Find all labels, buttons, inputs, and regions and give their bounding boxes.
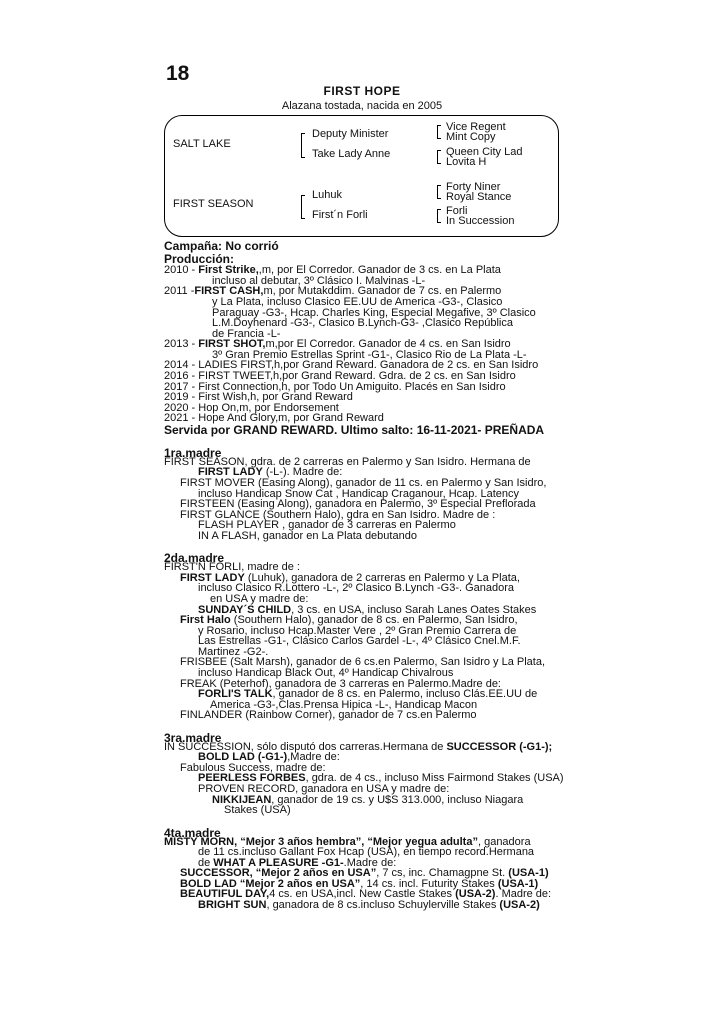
production-line: Paraguay -G3-, Hcap. Charles King, Especial Megafive, 3º Clasico (212, 307, 536, 319)
campaign: Campaña: No corrió (164, 239, 279, 253)
horse-description: Alazana tostada, nacida en 2005 (281, 100, 443, 112)
pedigree-line: incluso Handicap Black Out, 4º Handicap Chivalrous (198, 667, 454, 679)
pedigree-line: FORLI'S TALK, ganador de 8 cs. en Palermo, incluso Clás.EE.UU de (198, 688, 538, 700)
production-line: 2014 - LADIES FIRST,h,por Grand Reward. Ganadora de 2 cs. en San Isidro (164, 359, 539, 371)
production-heading: Producción: (164, 252, 235, 266)
pedigree-sire-dam: Take Lady Anne (312, 148, 391, 160)
pedigree-bracket (437, 150, 441, 164)
pedigree-line: PROVEN RECORD, ganadora en USA y madre de: (198, 783, 450, 795)
production-line: 2021 - Hope And Glory,m, por Grand Reward (164, 412, 384, 424)
production-line: incluso al debutar, 3º Clásico I. Malvinas -L- (212, 275, 426, 287)
pedigree-sire-sire: Deputy Minister (312, 128, 389, 140)
pedigree-line: SUNDAY´S CHILD, 3 cs. en USA, incluso Sarah Lanes Oates Stakes (198, 604, 537, 616)
production-line: 2010 - First Strike,,m, por El Corredor. Ganador de 3 cs. en La Plata (164, 264, 501, 276)
dam-heading: 4ta.madre (164, 826, 221, 840)
pedigree-line: Martinez -G2-. (198, 646, 269, 658)
pedigree-line: America -G3-,Clas.Prensa Hipica -L-, Handicap Macon (210, 699, 478, 711)
pedigree-line: IN SUCCESSION, sólo disputó dos carreras.Hermana de SUCCESSOR (-G1-); (164, 741, 553, 753)
pedigree-bracket (437, 125, 441, 139)
pedigree-g3: In Succession (446, 215, 515, 227)
pedigree-line: Stakes (USA) (224, 804, 291, 816)
pedigree-bracket (301, 195, 305, 219)
production-line: y La Plata, incluso Clasico EE.UU de America -G3-, Clasico (212, 296, 503, 308)
pedigree-line: FINLANDER (Rainbow Corner), ganador de 7 cs.en Palermo (180, 709, 477, 721)
pedigree-g3: Lovita H (446, 156, 487, 168)
pedigree-line: BEAUTIFUL DAY,4 cs. en USA,incl. New Castle Stakes (USA-2). Madre de: (180, 888, 552, 900)
pedigree-line: incluso Handicap Snow Cat , Handicap Craganour, Hcap. Latency (198, 488, 520, 500)
pedigree-dam: FIRST SEASON (173, 198, 254, 210)
pedigree-g3: Royal Stance (446, 191, 512, 203)
pedigree-dam-dam: First´n Forli (312, 209, 368, 221)
production-line: 2013 - FIRST SHOT,m,por El Corredor. Ganador de 4 cs. en San Isidro (164, 338, 511, 350)
pedigree-line: FIRST LADY (-L-). Madre de: (198, 466, 343, 478)
horse-name: FIRST HOPE (323, 84, 401, 98)
production-line: 2019 - First Wish,h, por Grand Reward (164, 391, 353, 403)
pedigree-line: FRISBEE (Salt Marsh), ganador de 6 cs.en Palermo, San Isidro y La Plata, (180, 656, 546, 668)
pedigree-g3: Queen City Lad (446, 146, 523, 158)
pedigree-line: BOLD LAD “Mejor 2 años en USA”, 14 cs. incl. Futurity Stakes (USA-1) (180, 878, 539, 890)
served-by: Servida por GRAND REWARD. Ultimo salto: 16-11-2021- PREÑADA (164, 423, 545, 437)
production-line: de Francia -L- (212, 328, 281, 340)
pedigree-bracket (437, 209, 441, 223)
pedigree-line: y Rosario, incluso Hcap.Master Vere , 2º Gran Premio Carrera de (198, 625, 517, 637)
pedigree-line: FREAK (Peterhof), ganadora de 3 carreras en Palermo.Madre de: (180, 678, 501, 690)
pedigree-line: PEERLESS FORBES, gdra. de 4 cs., incluso Miss Fairmond Stakes (USA) (198, 772, 564, 784)
pedigree-g3: Forli (446, 205, 468, 217)
pedigree-line: FLASH PLAYER , ganador de 3 carreras en Palermo (198, 519, 456, 531)
production-line: L.M.Doyhenard -G3-, Clasico B.Lynch-G3- ,Clasico República (212, 317, 513, 329)
pedigree-line: MISTY MORN, “Mejor 3 años hembra”, “Mejor yegua adulta”, ganadora (164, 836, 531, 848)
pedigree-line: First Halo (Southern Halo), ganador de 8 cs. en Palermo, San Isidro, (180, 614, 518, 626)
lot-number: 18 (166, 62, 190, 85)
pedigree-line: Fabulous Success, madre de: (180, 762, 326, 774)
pedigree-line: FIRST GLANCE (Southern Halo), gdra en San Isidro. Madre de : (180, 509, 496, 521)
pedigree-line: BOLD LAD (-G1-),Madre de: (198, 751, 340, 763)
production-line: 2011 -FIRST CASH,m, por Mutakddim. Ganador de 7 cs. en Palermo (164, 285, 502, 297)
production-line: 2016 - FIRST TWEET,h,por Grand Reward. Gdra. de 2 cs. en San Isidro (164, 370, 516, 382)
pedigree-line: FIRSTEEN (Easing Along), ganadora en Palermo, 3º Especial Preflorada (180, 498, 536, 510)
pedigree-line: NIKKIJEAN, ganador de 19 cs. y U$S 313.000, incluso Niagara (212, 794, 524, 806)
pedigree-line: en USA y madre de: (210, 593, 309, 605)
pedigree-sire: SALT LAKE (173, 138, 231, 150)
pedigree-line: de 11 cs.incluso Gallant Fox Hcap (USA), en tiempo record.Hermana (198, 846, 535, 858)
pedigree-line: Las Estrellas -G1-, Clásico Carlos Gardel -L-, 4º Clásico Cnel.M.F. (198, 635, 521, 647)
pedigree-line: de WHAT A PLEASURE -G1-.Madre de: (198, 857, 397, 869)
dam-heading: 3ra.madre (164, 731, 222, 745)
dam-heading: 1ra.madre (164, 446, 222, 460)
dam-heading: 2da.madre (164, 551, 225, 565)
pedigree-g3: Forty Niner (446, 181, 501, 193)
pedigree-line: incluso Clasico R.Lottero -L-, 2º Clasico B.Lynch -G3-. Ganadora (198, 582, 515, 594)
pedigree-bracket (301, 133, 305, 158)
pedigree-line: FIRST'N FORLI, madre de : (164, 561, 300, 573)
pedigree-dam-sire: Luhuk (312, 189, 342, 201)
pedigree-line: BRIGHT SUN, ganadora de 8 cs.incluso Schuylerville Stakes (USA-2) (198, 899, 540, 911)
pedigree-g3: Mint Copy (446, 131, 496, 143)
pedigree-bracket (437, 185, 441, 199)
pedigree-line: IN A FLASH, ganador en La Plata debutando (198, 530, 417, 542)
production-line: 2020 - Hop On,m, por Endorsement (164, 402, 339, 414)
pedigree-line: FIRST SEASON, gdra. de 2 carreras en Palermo y San Isidro. Hermana de (164, 456, 531, 468)
pedigree-g3: Vice Regent (446, 121, 506, 133)
pedigree-line: SUCCESSOR, “Mejor 2 años en USA”, 7 cs, inc. Chamagpne St. (USA-1) (180, 867, 549, 879)
production-line: 3º Gran Premio Estrellas Sprint -G1-, Clasico Rio de La Plata -L- (212, 349, 527, 361)
production-line: 2017 - First Connection,h, por Todo Un Amiguito. Placés en San Isidro (164, 381, 506, 393)
pedigree-line: FIRST LADY (Luhuk), ganadora de 2 carreras en Palermo y La Plata, (180, 572, 520, 584)
pedigree-line: FIRST MOVER (Easing Along), ganador de 11 cs. en Palermo y San Isidro, (180, 477, 547, 489)
